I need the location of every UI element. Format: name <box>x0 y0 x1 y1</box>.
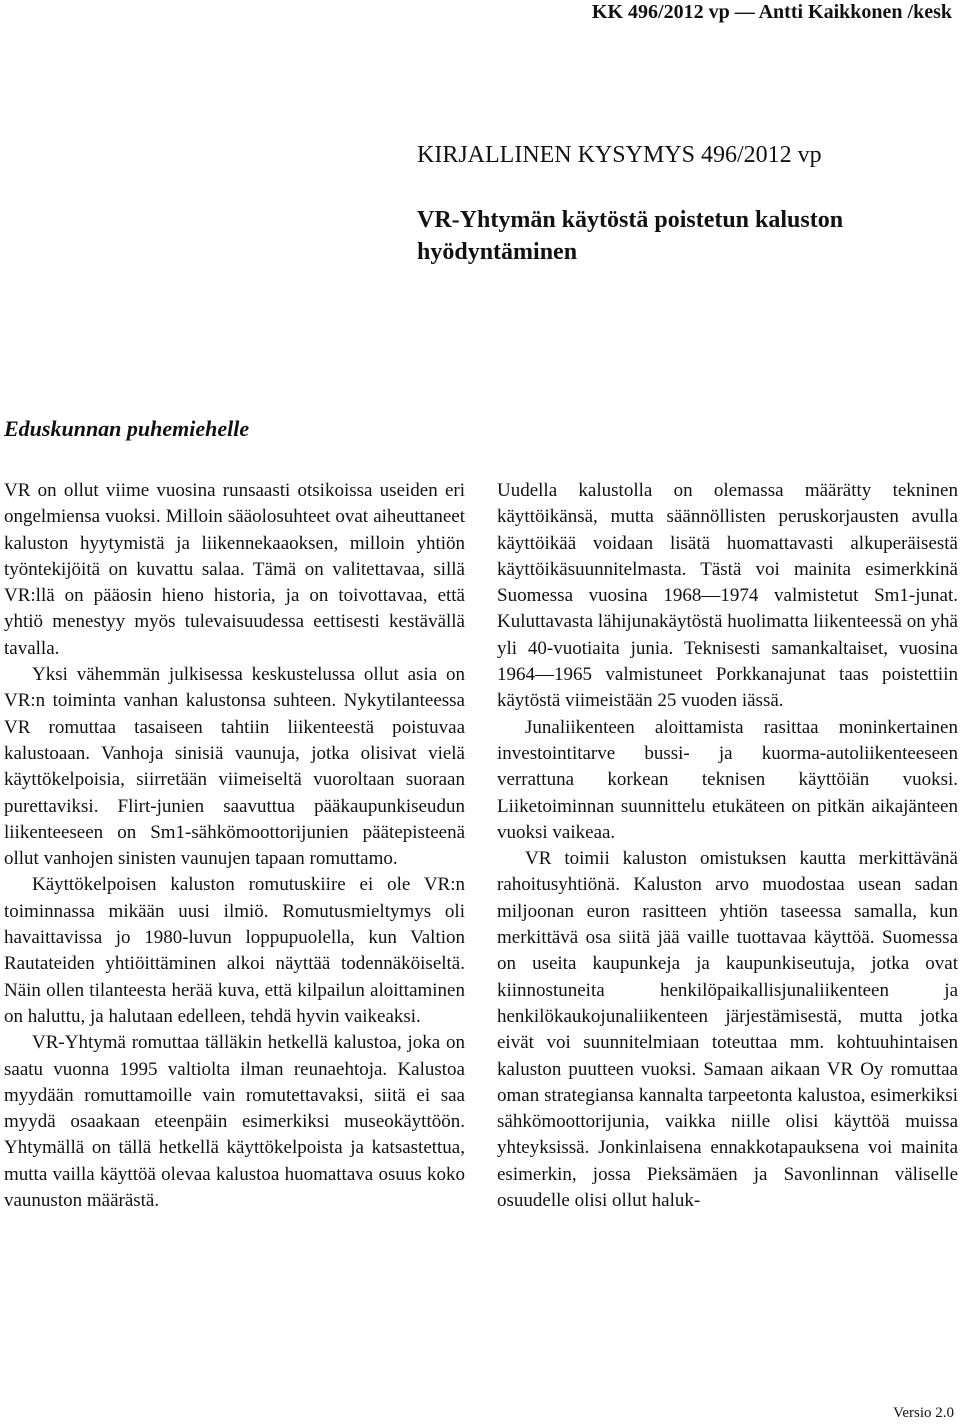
paragraph: Käyttökelpoisen kaluston romutuskiire ei ole VR:n toiminnassa mikään uusi ilmiö. Romutusmieltymys oli havaittavissa jo 1980-luvun loppupuolella, kun Valtion Rautateiden yhtiöittäminen alkoi näyttää todennäköiseltä. Näin ollen tilanteesta herää kuva, että kilpailun aloittaminen on haluttu, ja halutaan edelleen, tehdä hyvin vaikeaksi. <box>4 874 465 1027</box>
paragraph: Junaliikenteen aloittamista rasittaa moninkertainen investointitarve bussi- ja kuorma-autoliikenteeseen verrattuna korkean teknisen käyttöiän vuoksi. Liiketoiminnan suunnittelu etukäteen on pitkän aikajänteen vuoksi vaikeaa. <box>497 716 958 843</box>
paragraph: VR on ollut viime vuosina runsaasti otsikoissa useiden eri ongelmiensa vuoksi. Milloin sääolosuhteet ovat aiheuttaneet kaluston hyytymistä ja liikennekaaoksen, milloin yhtiön työntekijöitä on kuvattu salaa. Tämä on valitettavaa, sillä VR:llä on pääosin hieno historia, ja on toivottavaa, että yhtiö menestyy myös tulevaisuudessa eettisesti kestävällä tavalla. <box>4 480 465 659</box>
salutation: Eduskunnan puhemiehelle <box>4 416 250 441</box>
left-text-column <box>4 478 465 1214</box>
paragraph: Uudella kalustolla on olemassa määrätty tekninen käyttöikänsä, mutta säännöllisten peruskorjausten avulla käyttöikää voidaan lisätä huomattavasti alkuperäisestä käyttöikäsuunnitelmasta. Tästä voi mainita esimerkkinä Suomessa vuosina 1968—1974 valmistetut Sm1-junat. Kuluttavasta lähijunakäytöstä huolimatta liikenteessä on yhä yli 40-vuotiaita junia. Teknisesti samankaltaiset, vuosina 1964—1965 valmistuneet Porkkanajunat taas poistettiin käytöstä viimeistään 25 vuoden iässä. <box>497 480 958 712</box>
paragraph: Yksi vähemmän julkisessa keskustelussa ollut asia on VR:n toiminta vanhan kalustonsa suhteen. Nykytilanteessa VR romuttaa tasaiseen tahtiin liikenteestä poistuvaa kalustoaan. Vanhoja sinisiä vaunuja, jotka olisivat vielä käyttökelpoisia, siirretään viimeiseltä vuoroltaan suoraan purettaviksi. Flirt-junien saavuttua pääkaupunkiseudun liikenteeseen on Sm1-sähkömoottorijunien päätepisteenä ollut vanhojen sinisten vaunujen tapaan romuttamo. <box>4 664 465 870</box>
paragraph: VR-Yhtymä romuttaa tälläkin hetkellä kalustoa, joka on saatu vuonna 1995 valtiolta ilman reunaehtoja. Kalustoa myydään romuttamoille vain romutettavaksi, siitä ei saa myydä osaakaan eteenpäin esimerkiksi museokäyttöön. Yhtymällä on tällä hetkellä käyttökelpoista ja katsastettua, mutta vailla käyttöä olevaa kalustoa huomattava osuus koko vaunuston määrästä. <box>4 1032 465 1212</box>
question-number-heading: KIRJALLINEN KYSYMYS 496/2012 vp <box>417 142 822 168</box>
document-header: KK 496/2012 vp — Antti Kaikkonen /kesk <box>591 1 952 23</box>
paragraph: VR toimii kaluston omistuksen kautta merkittävänä rahoitusyhtiönä. Kaluston arvo muodostaa usean sadan miljoonan euron rasitteen yhtiön taseessa samalla, kun merkittävä osa siitä jää vaille tuottavaa käyttöä. Suomessa on useita kaupunkeja ja kaupunkiseutuja, jotka ovat kiinnostuneita henkilöpaikallisjunaliikenteen ja henkilökaukojunaliikenteen järjestämisestä, mutta jotka eivät voi suunnitelmiaan toteuttaa mm. kohtuuhintaisen kaluston puutteen vuoksi. Samaan aikaan VR Oy romuttaa oman strategiansa kannalta tarpeetonta kalustoa, esimerkiksi sähkömoottorijunia, vaikka niille olisi käyttöä muissa yhteyksissä. Jonkinlaisena ennakkotapauksena voi mainita esimerkin, jossa Pieksämäen ja Savonlinnan väliselle osuudelle olisi ollut haluk- <box>497 848 958 1212</box>
right-text-column <box>497 478 958 1214</box>
question-title: VR-Yhtymän käytöstä poistetun kaluston hyödyntäminen <box>417 207 844 265</box>
version-label: Versio 2.0 <box>893 1405 954 1421</box>
